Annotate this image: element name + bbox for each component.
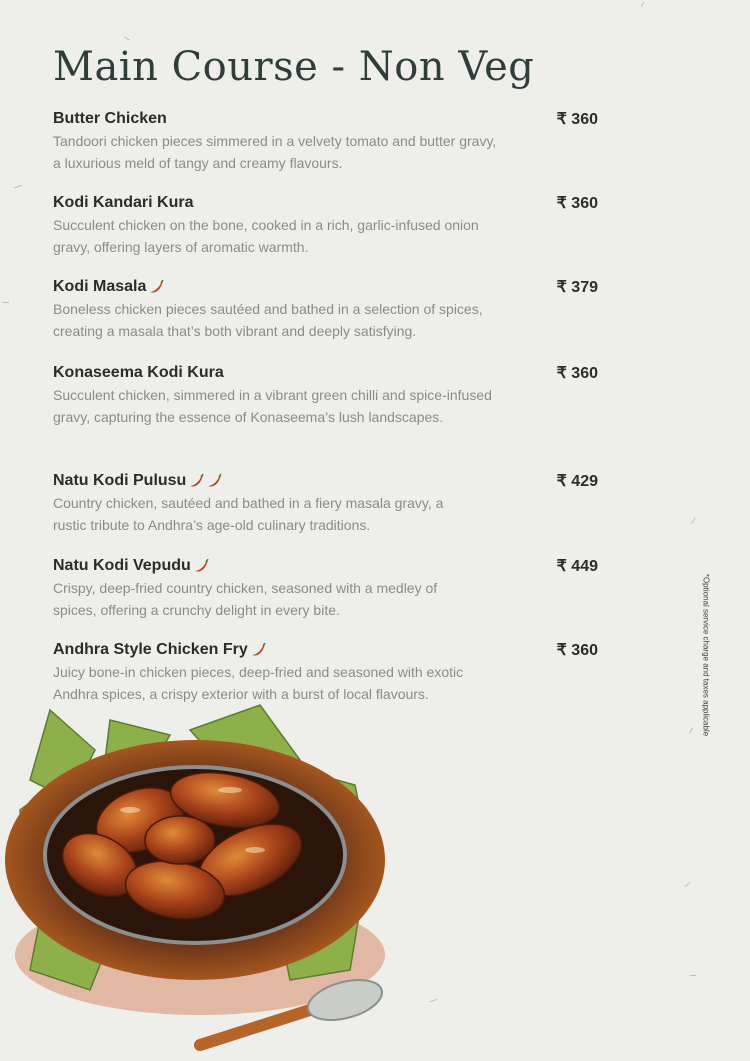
- item-description: Succulent chicken, simmered in a vibrant green chilli and spice-infused gravy, capturing the essence of Konaseema’s lush landscapes.: [53, 387, 492, 425]
- item-name: Butter Chicken: [53, 110, 167, 127]
- item-name: Natu Kodi Vepudu: [53, 557, 209, 575]
- footnote-text: *Optional service charge and taxes applicable: [701, 573, 711, 737]
- chilli-icon: [148, 280, 164, 294]
- menu-item: [53, 108, 598, 174]
- chilli-icon: [206, 474, 222, 488]
- item-price: ₹ 360: [556, 642, 598, 659]
- item-name: Kodi Masala: [53, 278, 164, 296]
- item-description: Juicy bone-in chicken pieces, deep-fried and seasoned with exotic Andhra spices, a crispy exterior with a burst of local flavours.: [53, 664, 464, 702]
- menu-item: [53, 192, 598, 258]
- item-price: ₹ 360: [556, 365, 598, 382]
- item-name: Andhra Style Chicken Fry: [53, 641, 266, 659]
- menu-item: [53, 276, 598, 342]
- item-description: Boneless chicken pieces sautéed and bathed in a selection of spices, creating a masala that’s both vibrant and deeply satisfying.: [53, 301, 483, 339]
- item-price: ₹ 449: [556, 558, 598, 575]
- item-name: Kodi Kandari Kura: [53, 194, 194, 211]
- item-price: ₹ 360: [556, 111, 598, 128]
- item-price: ₹ 429: [556, 473, 598, 490]
- footnote: [700, 575, 712, 735]
- item-description: Tandoori chicken pieces simmered in a velvety tomato and butter gravy, a luxurious meld of tangy and creamy flavours.: [53, 133, 497, 171]
- menu-item: [53, 555, 598, 621]
- chicken-dish-illustration: [0, 690, 400, 1061]
- chilli-icon: [193, 559, 209, 573]
- item-name: Natu Kodi Pulusu: [53, 472, 222, 490]
- item-price: ₹ 379: [556, 279, 598, 296]
- menu-item: [53, 362, 598, 428]
- chilli-icon: [188, 474, 204, 488]
- chilli-icon: [250, 643, 266, 657]
- item-description: Crispy, deep-fried country chicken, seasoned with a medley of spices, offering a crunchy delight in every bite.: [53, 580, 438, 618]
- item-price: ₹ 360: [556, 195, 598, 212]
- item-name: Konaseema Kodi Kura: [53, 364, 224, 381]
- item-description: Succulent chicken on the bone, cooked in a rich, garlic-infused onion gravy, offering layers of aromatic warmth.: [53, 217, 479, 255]
- page-title: Main Course - Non Veg: [53, 44, 535, 90]
- item-description: Country chicken, sautéed and bathed in a fiery masala gravy, a rustic tribute to Andhra’s age-old culinary traditions.: [53, 495, 444, 533]
- menu-item: [53, 470, 598, 536]
